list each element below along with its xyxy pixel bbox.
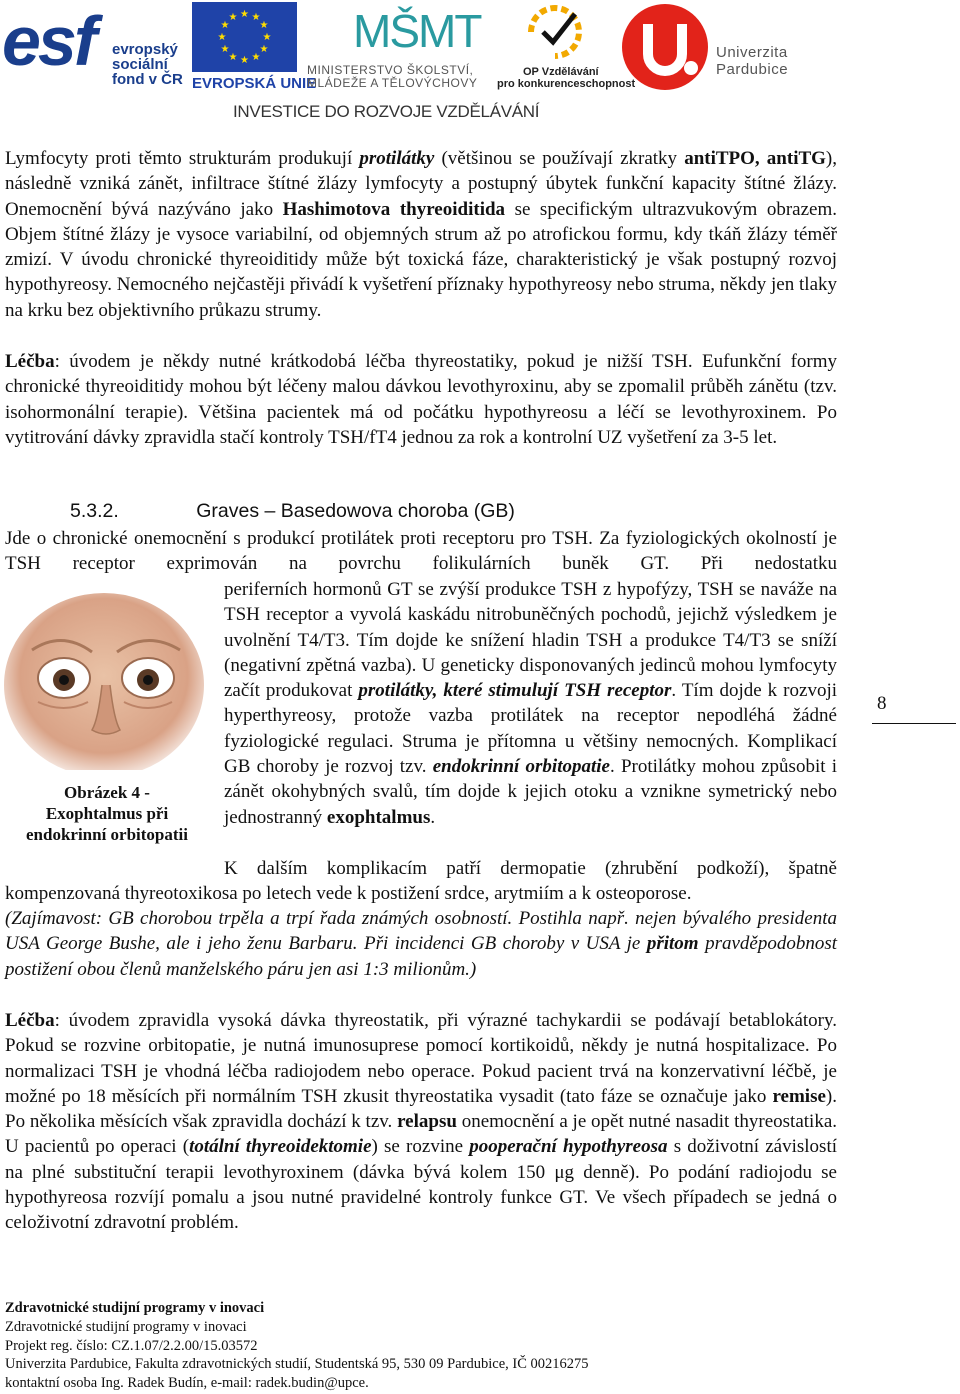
footer-programme-repeat: Zdravotnické studijní programy v inovaci <box>5 1319 247 1335</box>
op-logo-line: OP Vzdělávání <box>523 66 599 78</box>
page-number: 8 <box>877 693 887 714</box>
svg-text:★: ★ <box>220 20 230 31</box>
svg-text:★: ★ <box>228 12 238 23</box>
text-run: ), následně vzniká zánět, infiltrace štítné žlázy lymfocyty a postupný úbytek funkční kapacity štítné žlázy. Onemocnění bývá nazýváno jako <box>5 148 837 220</box>
figure-caption <box>2 782 212 845</box>
op-mark-icon <box>525 2 585 60</box>
text-run: periferních hormonů GT se zvýší produkce TSH z hypofýzy, TSH se naváže na TSH receptor a vyvolá kaskádu nitrobuněčných pochodů, jejichž výsledkem je uvolnění T4/T3. Tím dojde ke snížení hladin TSH a produkce T4/T3 se sníží (negativní zpětná vazba). U geneticky disponovaných jedinců mohou lymfocyty začít produkovat <box>224 579 837 702</box>
op-logo-line: pro konkurenceschopnost <box>497 78 636 90</box>
text-run: s doživotní závislostí na plné substituční terapii levothyroxinem (dávka bývá kolem 150 μg denně). Po podání radiojodu se hypothyreosa rozvíjí pomalu a jsou nutné pravidelné kontroly funkce GT. Ve všech případech se jedná o celoživotní zdravotní problém. <box>5 1136 838 1234</box>
paragraph-gb-complications-wrap: K dalším komplikacím patří dermopatie (zhrubění podkoží), špatně <box>224 858 837 879</box>
text-run-bold: relapsu <box>397 1111 457 1133</box>
figure-caption-line: Exophtalmus při <box>45 804 169 823</box>
paragraph-gb-complications: kompenzovaná thyreotoxikosa po letech vede k postižení srdce, arytmiím a k osteoporose. <box>5 883 692 904</box>
text-run: ) se rozvine <box>371 1136 470 1158</box>
text-run-bold: Léčba <box>5 1010 55 1031</box>
text-run-bold: antiTPO, antiTG <box>684 148 826 169</box>
text-run-bold: Hashimotova thyreoiditida <box>282 198 506 220</box>
text-run-bold: exophtalmus <box>326 806 431 828</box>
upa-logo-line: Pardubice <box>716 61 789 78</box>
op-logo <box>495 2 636 94</box>
upa-logo <box>620 2 820 94</box>
text-run: onemocnění a je opět nutné nasadit thyreostatika. U pacientů po operaci ( <box>5 1111 837 1158</box>
text-run: ). Po několika měsících však zpravidla dochází k tzv. <box>5 1085 837 1133</box>
svg-text:★: ★ <box>251 12 261 23</box>
exophthalmus-photo <box>2 590 212 770</box>
svg-text:★: ★ <box>251 52 261 63</box>
esf-logo <box>2 2 187 94</box>
section-number: 5.3.2. <box>70 500 119 522</box>
text-run: : úvodem zpravidla vysoká dávka thyreostatik, při výrazné tachykardii se podávají betablokátory. Pokud se rozvine orbitopatie, je nutná imunosuprese pomocí kortikoidů, někdy je nutná hospitalizace. Po normalizaci TSH je vhodná léčba radiojodem nebo operace. Pokud pacient trvá na konzervativní léčbě, je možné po 18 měsících při normálním TSH zkusit thyreostatika vysadit (tato fáze se označuje jako <box>5 1010 837 1107</box>
text-run-bold-italic: protilátky, které stimulují TSH receptor <box>358 680 672 702</box>
msmt-logo-line: MLÁDEŽE A TĚLOVÝCHOVY <box>307 76 478 90</box>
msmt-logo <box>305 2 490 94</box>
text-run-bold-italic: přitom <box>646 933 699 955</box>
paragraph-hashimoto-treatment <box>5 349 837 450</box>
header-logo-bar <box>0 0 960 125</box>
svg-text:★: ★ <box>259 20 269 31</box>
header-tagline: INVESTICE DO ROZVOJE VZDĚLÁVÁNÍ <box>233 102 540 121</box>
eu-logo-caption: EVROPSKÁ UNIE <box>192 75 317 92</box>
text-run-italic: pravděpodobnost postižení obou členů manželského páru jen asi 1:3 milionům.) <box>5 933 837 980</box>
esf-logo-line: fond v ČR <box>112 71 183 88</box>
section-heading <box>70 500 515 523</box>
text-run-bold-italic: pooperační hypothyreosa <box>469 1136 668 1158</box>
text-run-bold-italic: totální thyreoidektomie <box>189 1136 372 1158</box>
figure-exophthalmus <box>2 590 212 850</box>
paragraph-hashimoto <box>5 146 837 323</box>
footer-address: Univerzita Pardubice, Fakulta zdravotnických studií, Studentská 95, 530 09 Pardubice, IČ 00216275 <box>5 1356 589 1372</box>
figure-caption-line: endokrinní orbitopatii <box>25 825 188 844</box>
text-run: . <box>430 806 436 828</box>
footer-programme: Zdravotnické studijní programy v inovaci <box>5 1300 265 1316</box>
text-run: . Tím dojde k rozvoji hyperthyreosy, protože vazba protilátek na receptor nepodléhá žádné fyziologické regulaci. Struma je přítomna u většiny nemocných. Komplikací GB choroby je rozvoj tzv. <box>224 680 837 778</box>
svg-text:★: ★ <box>259 44 269 55</box>
svg-text:★: ★ <box>228 52 238 63</box>
paragraph-zajimavost <box>5 906 837 982</box>
svg-text:★: ★ <box>262 32 272 43</box>
upa-mark-icon <box>620 2 710 92</box>
text-run-bold-italic: endokrinní orbitopatie <box>432 756 610 778</box>
footer <box>5 1300 905 1392</box>
esf-logo-line: evropský <box>112 41 178 58</box>
eu-logo <box>192 2 317 94</box>
eu-flag-icon <box>192 2 297 72</box>
page-number-rule <box>872 723 956 724</box>
footer-contact: kontaktní osoba Ing. Radek Budín, e-mail: radek.budin@upce. <box>5 1375 369 1391</box>
text-run: (většinou se používají zkratky <box>434 148 685 169</box>
svg-text:★: ★ <box>220 44 230 55</box>
esf-logo-line: sociální <box>112 56 168 73</box>
paragraph-gb-treatment <box>5 1008 837 1236</box>
text-run-bold: Léčba <box>5 351 55 372</box>
paragraph-gb-intro: Jde o chronické onemocnění s produkcí protilátek proti receptoru pro TSH. Za fyziologických okolností je TSH receptor exprimován na povrchu folikulárních buněk GT. Při nedostatku <box>5 528 837 575</box>
text-run: . Protilátky mohou způsobit i zánět okohybných svalů, tím dojde k jejich otoku a vznikne symetrický nebo jednostranný <box>224 756 837 828</box>
section-title: Graves – Basedowova choroba (GB) <box>196 500 515 522</box>
svg-text:★: ★ <box>240 55 249 66</box>
text-run: Lymfocyty proti těmto strukturám produkují <box>5 148 360 169</box>
text-run: : úvodem je někdy nutné krátkodobá léčba thyreostatiky, pokud je nižší TSH. Eufunkční formy chronické thyreoiditidy mohou být léčeny malou dávkou levothyroxinu, aby se zpomalil průběh zánětu (tzv. isohormonální terapie). Většina pacientek má od počátku hypothyreosu a léčí se levothyroxinem. Po vytitrování dávky zpravidla stačí kontroly TSH/fT4 jednou za rok a kontrolní UZ vyšetření za 3-5 let. <box>5 351 837 448</box>
figure-caption-line: Obrázek 4 - <box>64 783 150 802</box>
text-run: se specifickým ultrazvukovým obrazem. Objem štítné žlázy je vysoce variabilní, od objemných strum až po atrofickou formu, kdy tkáň žlázy téměř zmizí. V úvodu chronické thyreoiditidy může být toxická fáze, charakteristický je však postupný rozvoj hypothyreosy. Nemocného nejčastěji přivádí k vyšetření příznaky hypothyreosy nebo struma, někdy jen tlaky na krku bez objektivního průkazu strumy. <box>5 198 838 321</box>
text-run-bold-italic: protilátky <box>359 148 435 169</box>
footer-project-number: Projekt reg. číslo: CZ.1.07/2.2.00/15.03572 <box>5 1338 258 1354</box>
svg-text:★: ★ <box>217 32 227 43</box>
msmt-logo-word: MŠMT <box>353 5 481 57</box>
paragraph-gb-pathogenesis <box>224 577 837 830</box>
svg-text:★: ★ <box>240 9 249 20</box>
upa-logo-line: Univerzita <box>716 44 788 61</box>
msmt-logo-line: MINISTERSTVO ŠKOLSTVÍ, <box>307 63 474 77</box>
esf-logo-word: esf <box>2 2 95 80</box>
text-run-bold: remise <box>772 1085 826 1107</box>
text-run-italic: (Zajímavost: GB chorobou trpěla a trpí řada známých osobností. Postihla např. nejen bývalého presidenta USA George Bushe, ale i jeho ženu Barbaru. Při incidenci GB choroby v USA je <box>5 908 837 955</box>
